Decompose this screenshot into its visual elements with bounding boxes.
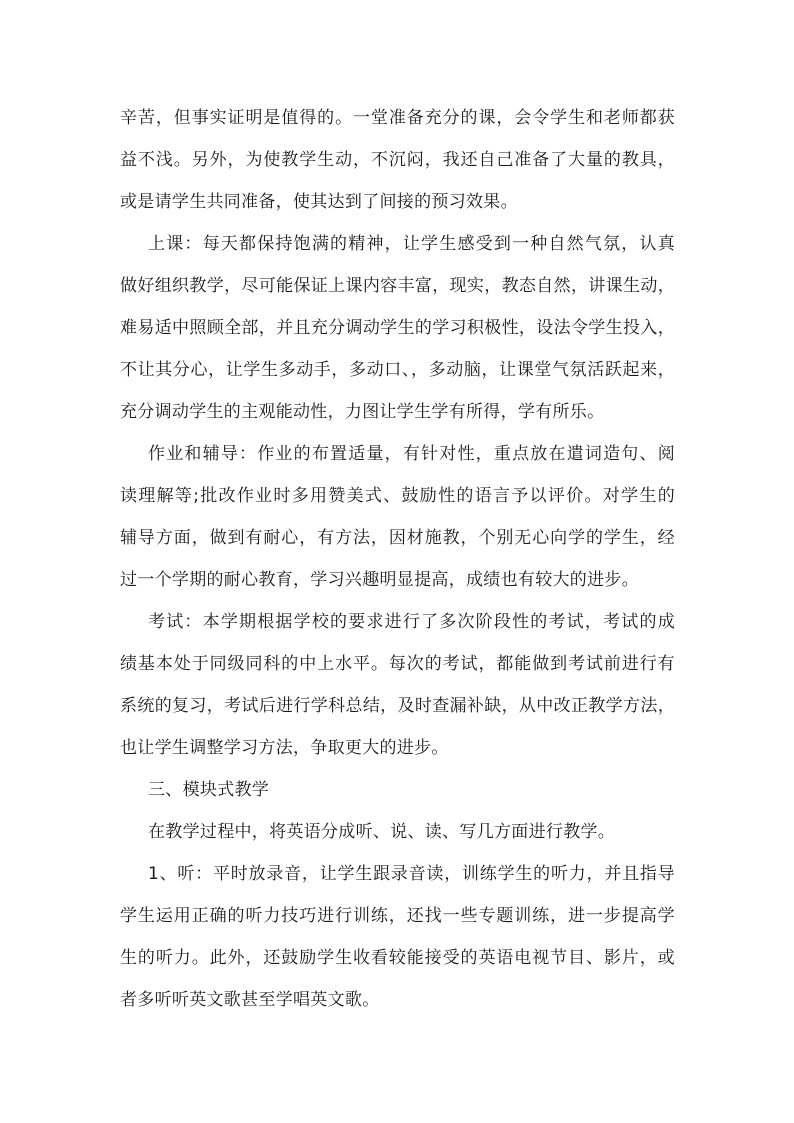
text-line-21: 生的听力。此外，还鼓励学生收看较能接受的英语电视节目、影片，或 [120,948,675,968]
text-line-14: 绩基本处于同级同科的中上水平。每次的考试，都能做到考试前进行有 [120,654,675,674]
text-line-16: 也让学生调整学习方法，争取更大的进步。 [120,738,449,758]
text-line-11: 辅导方面，做到有耐心，有方法，因材施教，个别无心向学的学生，经 [120,528,675,548]
text-line-19: 1、听：平时放录音，让学生跟录音读，训练学生的听力，并且指导 [148,864,675,884]
text-line-9: 作业和辅导：作业的布置适量，有针对性，重点放在遣词造句、阅 [148,444,675,464]
section-heading: 三、模块式教学 [148,780,270,800]
text-line-15: 系统的复习，考试后进行学科总结，及时查漏补缺，从中改正教学方法， [120,696,675,716]
text-line-1: 辛苦，但事实证明是值得的。一堂准备充分的课，会令学生和老师都获 [120,108,675,128]
text-line-3: 或是请学生共同准备，使其达到了间接的预习效果。 [120,192,518,212]
text-line-2: 益不浅。另外，为使教学生动，不沉闷，我还自己准备了大量的教具， [120,150,675,170]
text-line-4: 上课：每天都保持饱满的精神，让学生感受到一种自然气氛，认真 [148,234,675,254]
text-line-8: 充分调动学生的主观能动性，力图让学生学有所得，学有所乐。 [120,402,605,422]
text-line-5: 做好组织教学，尽可能保证上课内容丰富，现实，教态自然，讲课生动， [120,276,675,296]
text-line-6: 难易适中照顾全部，并且充分调动学生的学习积极性，设法令学生投入， [120,318,675,338]
text-line-10: 读理解等;批改作业时多用赞美式、鼓励性的语言予以评价。对学生的 [120,486,675,506]
text-line-22: 者多听听英文歌甚至学唱英文歌。 [120,990,380,1010]
text-line-12: 过一个学期的耐心教育，学习兴趣明显提高，成绩也有较大的进步。 [120,570,639,590]
text-line-13: 考试：本学期根据学校的要求进行了多次阶段性的考试，考试的成 [148,612,675,632]
text-line-7: 不让其分心，让学生多动手，多动口、，多动脑，让课堂气氛活跃起来， [120,360,675,380]
text-line-20: 学生运用正确的听力技巧进行训练，还找一些专题训练，进一步提高学 [120,906,675,926]
text-line-18: 在教学过程中，将英语分成听、说、读、写几方面进行教学。 [148,822,616,842]
